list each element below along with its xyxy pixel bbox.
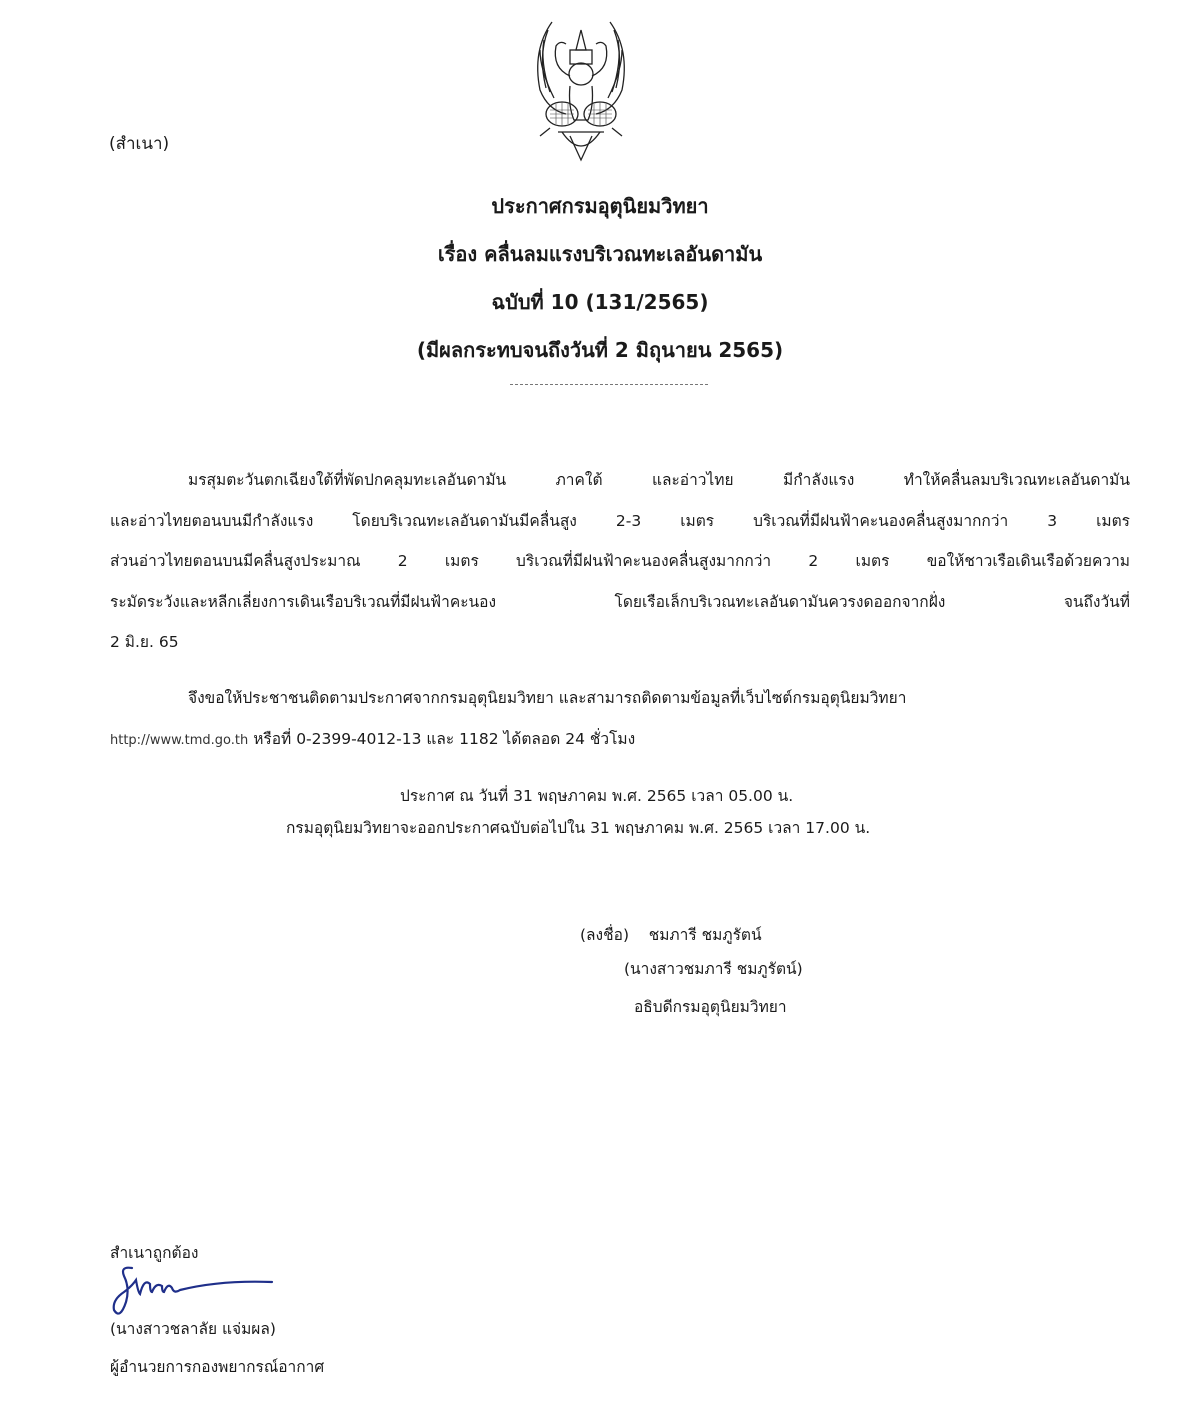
- paragraph-line: [110, 719, 1130, 762]
- title-subject: เรื่อง คลื่นลมแรงบริเวณทะเลอันดามัน: [437, 242, 763, 266]
- tmd-website-link[interactable]: http://www.tmd.go.th: [110, 732, 249, 748]
- signatory-full-name: (นางสาวชมภารี ชมภูรัตน์): [624, 960, 803, 978]
- certifier-name: (นางสาวชลาลัย แจ่มผล): [110, 1320, 276, 1338]
- paragraph-line: มรสุมตะวันตกเฉียงใต้ที่พัดปกคลุมทะเลอันดามัน ภาคใต้ และอ่าวไทย มีกำลังแรง ทำให้คลื่นลมบริเวณทะเลอันดามัน: [188, 471, 1130, 489]
- signatory-position: อธิบดีกรมอุตุนิยมวิทยา: [634, 998, 787, 1016]
- copy-label: (สำเนา): [109, 134, 170, 154]
- contact-phone-text: หรือที่ 0-2399-4012-13 และ 1182 ได้ตลอด 24 ชั่วโมง: [248, 729, 636, 748]
- paragraph-line: จึงขอให้ประชาชนติดตามประกาศจากกรมอุตุนิยมวิทยา และสามารถติดตามข้อมูลที่เว็บไซต์กรมอุตุนิยมวิทยา: [188, 689, 907, 707]
- title-issue-number: ฉบับที่ 10 (131/2565): [491, 290, 709, 314]
- garuda-emblem-icon: [518, 10, 644, 165]
- body-paragraph-2: [110, 678, 1130, 761]
- paragraph-line: ส่วนอ่าวไทยตอนบนมีคลื่นสูงประมาณ 2 เมตร บริเวณที่มีฝนฟ้าคะนองคลื่นสูงมากกว่า 2 เมตร ขอให้ชาวเรือเดินเรือด้วยความ: [110, 552, 1130, 570]
- next-announcement-time: กรมอุตุนิยมวิทยาจะออกประกาศฉบับต่อไปใน 31 พฤษภาคม พ.ศ. 2565 เวลา 17.00 น.: [286, 819, 871, 837]
- handwritten-signature-icon: [110, 1262, 280, 1322]
- paragraph-line: และอ่าวไทยตอนบนมีกำลังแรง โดยบริเวณทะเลอันดามันมีคลื่นสูง 2-3 เมตร บริเวณที่มีฝนฟ้าคะนองคลื่นสูงมากกว่า 3 เมตร: [110, 511, 1130, 530]
- title-agency: ประกาศกรมอุตุนิยมวิทยา: [491, 194, 709, 218]
- announcement-title: [0, 188, 1200, 380]
- certified-copy-label: สำเนาถูกต้อง: [110, 1244, 199, 1262]
- body-paragraph-1: [110, 460, 1130, 663]
- title-divider: [510, 384, 708, 385]
- paragraph-line: ระมัดระวังและหลีกเลี่ยงการเดินเรือบริเวณที่มีฝนฟ้าคะนอง โดยเรือเล็กบริเวณทะเลอันดามันควรงดออกจากฝั่ง จนถึงวันที่: [110, 592, 1130, 611]
- paragraph-line: 2 มิ.ย. 65: [110, 633, 179, 651]
- title-effective-until: (มีผลกระทบจนถึงวันที่ 2 มิถุนายน 2565): [416, 338, 784, 362]
- certifier-position: ผู้อำนวยการกองพยากรณ์อากาศ: [110, 1358, 325, 1376]
- issued-datetime: ประกาศ ณ วันที่ 31 พฤษภาคม พ.ศ. 2565 เวลา 05.00 น.: [400, 787, 794, 805]
- signatory-signed: (ลงชื่อ) ชมภารี ชมภูรัตน์: [580, 926, 762, 944]
